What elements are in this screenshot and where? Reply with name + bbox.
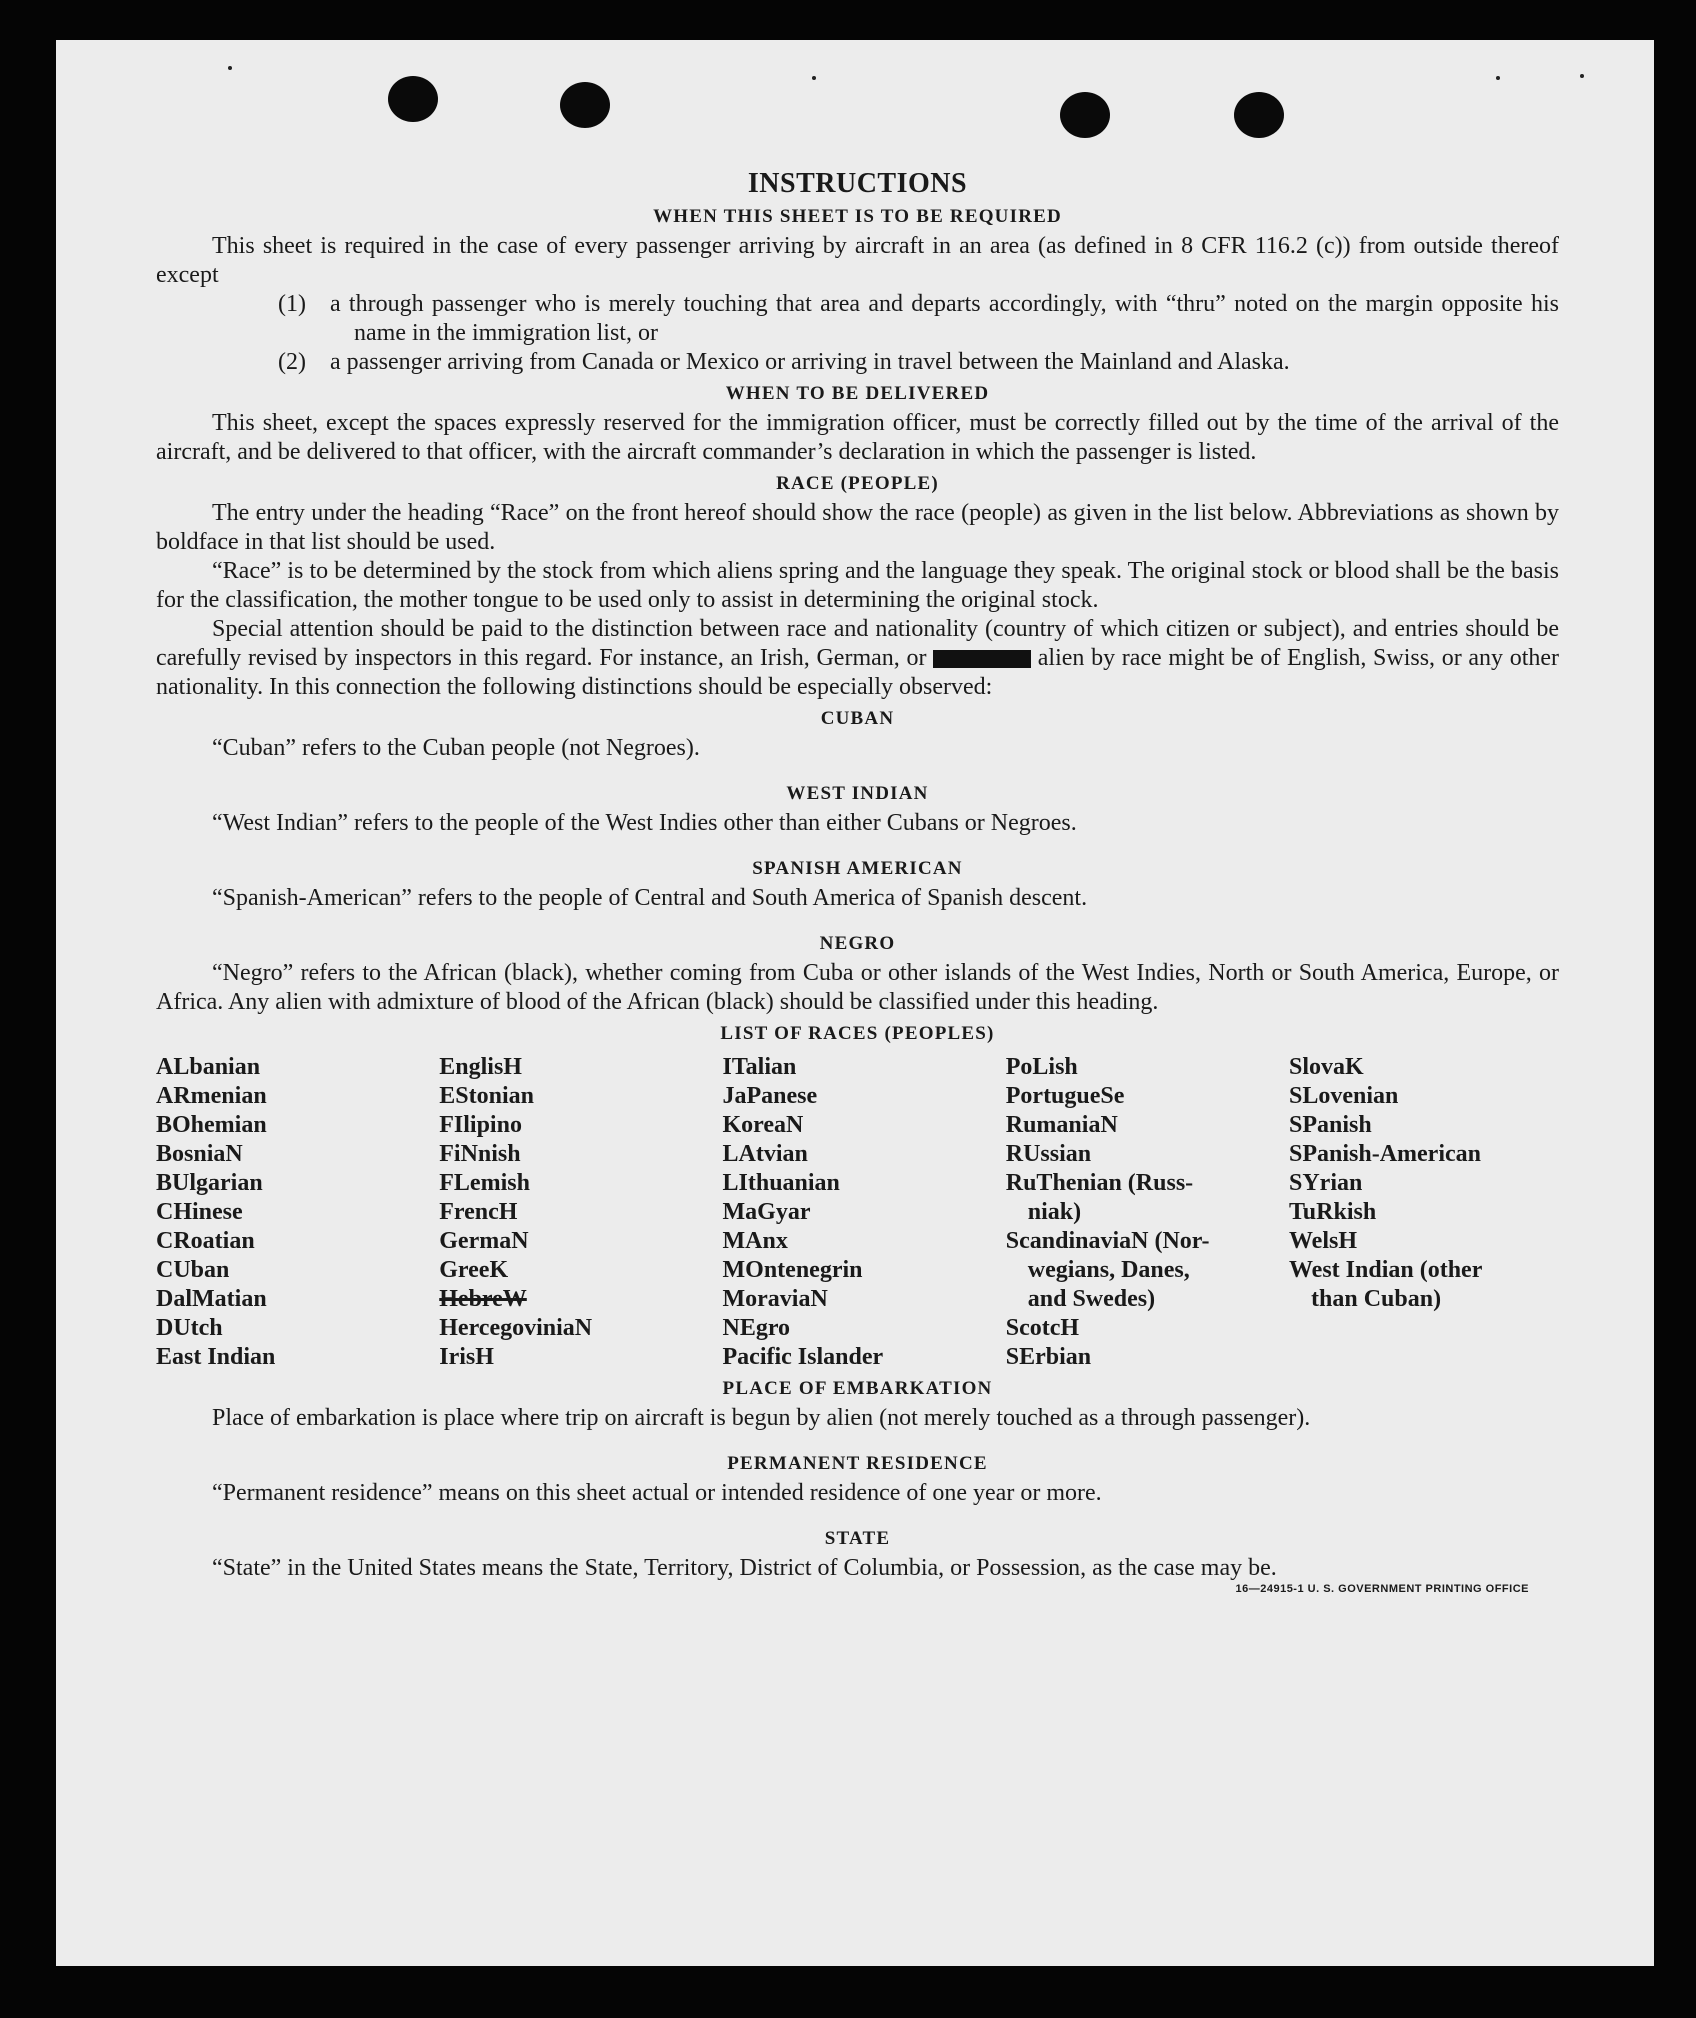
race-entry: EStonian [439,1083,534,1109]
race-entry-struck: HebreW [439,1286,527,1312]
section-heading-when-required: WHEN THIS SHEET IS TO BE REQUIRED [653,206,1062,227]
race-entry: LIthuanian [722,1170,840,1196]
race-entry: CUban [156,1257,230,1283]
section-heading-west-indian: WEST INDIAN [786,783,929,804]
race-entry: GreeK [439,1257,509,1283]
instructions-content [156,168,1559,1595]
race-paragraph-3-part-b: alien by race might be of English, Swiss, or any other nationality. In this connection the following distinctions should be especially observed: [156,645,1560,700]
race-entry-continuation: and Swedes) [1027,1286,1156,1312]
race-entry: SlovaK [1289,1054,1364,1080]
race-entry: NEgro [722,1315,791,1341]
race-entry: HercegoviniaN [439,1315,593,1341]
west-indian-text: “West Indian” refers to the people of the West Indies other than either Cubans or Negroes. [212,810,1077,836]
race-entry: ScotcH [1005,1315,1080,1341]
race-entry: ITalian [722,1054,797,1080]
cuban-text: “Cuban” refers to the Cuban people (not Negroes). [212,735,700,761]
punch-hole [560,82,610,128]
speck [812,76,816,80]
race-paragraph-2: “Race” is to be determined by the stock from which aliens spring and the language they speak. The original stock or blood shall be the basis for the classification, the mother tongue to be used only to assist in determining the original stock. [156,558,1559,613]
race-entry: WelsH [1289,1228,1358,1254]
document-sheet [56,40,1654,1966]
item-number: (2) [278,349,306,375]
race-entry: MAnx [722,1228,788,1254]
race-entry: RUssian [1005,1141,1092,1167]
page-title: INSTRUCTIONS [747,168,968,199]
race-entry: TuRkish [1289,1199,1377,1225]
race-entry: CRoatian [156,1228,255,1254]
race-entry: CHinese [156,1199,243,1225]
races-column [723,1053,993,1372]
list-of-races-heading: LIST OF RACES (PEOPLES) [720,1023,995,1044]
race-entry: ScandinaviaN (Nor- [1005,1228,1210,1254]
race-entry: FrencH [439,1199,518,1225]
race-entry: EnglisH [439,1054,522,1080]
item-text: a through passenger who is merely touching that area and departs accordingly, with “thru” noted on the margin opposite his name in the immigration list, or [330,291,1559,346]
race-entry: ALbanian [156,1054,261,1080]
race-paragraph-1: The entry under the heading “Race” on the front hereof should show the race (people) as given in the list below. Abbreviations as shown by boldface in that list should be used. [156,500,1559,555]
race-entry: PoLish [1005,1054,1078,1080]
when-delivered-text: This sheet, except the spaces expressly reserved for the immigration officer, must be correctly filled out by the time of the arrival of the aircraft, and be delivered to that officer, with the aircraft commander’s declaration in which the passenger is listed. [156,410,1559,465]
punch-hole [1234,92,1284,138]
races-column [1006,1053,1276,1372]
race-entry: SPanish-American [1289,1141,1481,1167]
race-entry-continuation: wegians, Danes, [1027,1257,1190,1283]
races-column [1289,1053,1559,1372]
race-entry: JaPanese [722,1083,818,1109]
section-heading-residence: PERMANENT RESIDENCE [727,1453,988,1474]
section-heading-race: RACE (PEOPLE) [776,473,939,494]
race-entry: MOntenegrin [722,1257,863,1283]
item-text: a passenger arriving from Canada or Mexico or arriving in travel between the Mainland and Alaska. [330,349,1290,375]
print-code: 16—24915-1 U. S. GOVERNMENT PRINTING OFFICE [1235,1583,1529,1595]
race-entry: East Indian [156,1344,276,1370]
race-paragraph-3-part-a: Special attention should be paid to the distinction between race and nationality (country of which citizen or subject), and entries should be carefully revised by inspectors in this regard. For instance, an Irish, German, or [156,616,1559,671]
races-column [439,1053,709,1372]
race-entry: SErbian [1005,1344,1092,1370]
footer [156,1583,1559,1595]
speck [1580,74,1584,78]
exception-item [156,290,1559,348]
speck [1496,76,1500,80]
race-entry: SLovenian [1289,1083,1399,1109]
section-heading-state: STATE [824,1528,891,1549]
state-text: “State” in the United States means the State, Territory, District of Columbia, or Possession, as the case may be. [212,1555,1277,1581]
race-entry: ARmenian [156,1083,267,1109]
race-entry: MaGyar [722,1199,811,1225]
exception-item [156,348,1559,377]
race-entry: BOhemian [156,1112,267,1138]
residence-text: “Permanent residence” means on this sheet actual or intended residence of one year or more. [212,1480,1102,1506]
section-heading-spanish-american: SPANISH AMERICAN [752,858,963,879]
race-entry: DUtch [156,1315,223,1341]
race-entry: DalMatian [156,1286,267,1312]
race-entry: PortugueSe [1005,1083,1125,1109]
race-entry: SYrian [1289,1170,1363,1196]
punch-hole [388,76,438,122]
when-required-intro: This sheet is required in the case of every passenger arriving by aircraft in an area (as defined in 8 CFR 116.2 (c)) from outside thereof except [156,233,1559,288]
race-entry: FiNnish [439,1141,521,1167]
item-number: (1) [278,291,306,317]
punch-hole [1060,92,1110,138]
race-entry: KoreaN [722,1112,804,1138]
race-entry: Pacific Islander [722,1344,884,1370]
race-entry: GermaN [439,1228,529,1254]
section-heading-when-delivered: WHEN TO BE DELIVERED [725,383,990,404]
negro-text: “Negro” refers to the African (black), whether coming from Cuba or other islands of the West Indies, North or South America, Europe, or Africa. Any alien with admixture of blood of the African (black) should be classified under this heading. [156,960,1559,1015]
section-heading-cuban: CUBAN [820,708,895,729]
race-entry: FLemish [439,1170,530,1196]
race-entry: RuThenian (Russ- [1005,1170,1194,1196]
race-entry: RumaniaN [1005,1112,1118,1138]
race-entry-continuation: niak) [1027,1199,1082,1225]
redaction-mark [933,650,1031,668]
section-heading-embarkation: PLACE OF EMBARKATION [722,1378,993,1399]
race-entry-continuation: than Cuban) [1311,1286,1442,1312]
speck [228,66,232,70]
race-entry: SPanish [1289,1112,1372,1138]
race-entry: IrisH [439,1344,494,1370]
race-entry: West Indian (other [1289,1257,1483,1283]
race-entry: FIlipino [439,1112,522,1138]
races-list [156,1053,1559,1372]
race-entry: BUlgarian [156,1170,263,1196]
spanish-american-text: “Spanish-American” refers to the people of Central and South America of Spanish descent. [212,885,1088,911]
race-entry: BosniaN [156,1141,243,1167]
race-entry: LAtvian [722,1141,808,1167]
races-column [156,1053,426,1372]
race-paragraph-3 [156,615,1559,702]
section-heading-negro: NEGRO [819,933,896,954]
embarkation-text: Place of embarkation is place where trip on aircraft is begun by alien (not merely touched as a through passenger). [212,1405,1311,1431]
race-entry: MoraviaN [722,1286,828,1312]
